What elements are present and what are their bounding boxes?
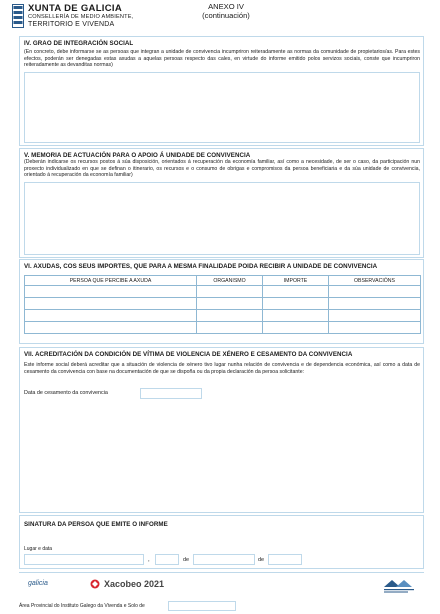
table-cell[interactable] — [263, 298, 329, 310]
section-aids — [19, 259, 424, 344]
table-row — [25, 286, 421, 298]
integration-textarea[interactable] — [24, 72, 420, 143]
de-separator-2: de — [258, 557, 265, 563]
document-header — [0, 0, 440, 36]
table-cell[interactable] — [329, 298, 421, 310]
column-header-amount: IMPORTE — [263, 276, 329, 286]
table-cell[interactable] — [263, 322, 329, 334]
section-gender-violence — [19, 347, 424, 513]
section-action-memory — [19, 148, 424, 258]
section-integration — [19, 36, 424, 146]
territorio-name: TERRITORIO E VIVENDA — [28, 21, 115, 28]
section-description: Este informe social deberá acreditar que a situación de violencia de xénero tivo lugar nunha relación de convivencia e de dependencia económica, así como a data de cesamento da convivencia con base na documentación de que se dispoña ou da propia declaración da persoa solicitante: — [24, 362, 420, 375]
document-footer — [0, 572, 440, 614]
section-title: VII. ACREDITACIÓN DA CONDICIÓN DE VÍTIMA DE VIOLENCIA DE XÉNERO E CESAMENTO DA CONVIVENCIA — [24, 351, 353, 358]
table-cell[interactable] — [25, 310, 197, 322]
section-signature — [19, 515, 424, 569]
table-cell[interactable] — [197, 286, 263, 298]
year-input[interactable] — [268, 554, 302, 565]
table-cell[interactable] — [197, 322, 263, 334]
igvs-logo-icon — [380, 577, 420, 595]
table-row — [25, 310, 421, 322]
section-title: V. MEMORIA DE ACTUACIÓN PARA O APOIO Á UNIDADE DE CONVIVENCIA — [24, 152, 251, 159]
section-title: IV. GRAO DE INTEGRACIÓN SOCIAL — [24, 40, 134, 47]
table-cell[interactable] — [329, 322, 421, 334]
galicia-logo-text: galicia — [28, 580, 48, 587]
conselleria-name: CONSELLERÍA DE MEDIO AMBIENTE, — [28, 14, 134, 20]
column-header-organism: ORGANISMO — [197, 276, 263, 286]
action-memory-textarea[interactable] — [24, 182, 420, 255]
month-input[interactable] — [193, 554, 255, 565]
annex-sub-label: (continuación) — [202, 11, 250, 20]
section-title: VI. AXUDAS, COS SEUS IMPORTES, QUE PARA A MESMA FINALIDADE POIDA RECIBIR A UNIDADE DE CONVIVENCIA — [24, 263, 378, 270]
de-separator-1: de — [183, 557, 190, 563]
table-row — [25, 322, 421, 334]
date-label: Data de cesamento da convivencia — [24, 390, 108, 396]
galicia-logo — [28, 580, 48, 587]
table-cell[interactable] — [263, 310, 329, 322]
table-cell[interactable] — [329, 286, 421, 298]
place-input[interactable] — [24, 554, 144, 565]
table-header-row — [25, 276, 421, 286]
section-description: (Deberán indicarse os recursos postos á súa disposición, orientados á recuperación da economía familiar, así como a necesidade, de ser o caso, da participación nun proxecto individualizado en que se definan o itinerario, os recursos e o consumo de obrigas e compromisos da persoa beneficiaria e da súa unidade de convivencia, orientado á recuperación da economía familiar) — [24, 159, 420, 179]
footer-divider — [19, 572, 424, 573]
table-cell[interactable] — [25, 322, 197, 334]
table-cell[interactable] — [197, 310, 263, 322]
table-row — [25, 298, 421, 310]
org-name: XUNTA DE GALICIA — [28, 3, 122, 14]
table-cell[interactable] — [25, 298, 197, 310]
column-header-person: PERSOA QUE PERCIBE A AXUDA — [25, 276, 197, 286]
table-cell[interactable] — [25, 286, 197, 298]
column-header-observations: OBSERVACIÓNS — [329, 276, 421, 286]
provincial-area-label: Área Provincial do Instituto Galego da Vivenda e Solo de — [19, 603, 145, 609]
galicia-crest-icon — [12, 4, 24, 28]
provincial-area-input[interactable] — [168, 601, 236, 611]
table-cell[interactable] — [329, 310, 421, 322]
annex-title — [196, 2, 256, 20]
section-title: SINATURA DA PERSOA QUE EMITE O INFORME — [24, 521, 168, 528]
table-cell[interactable] — [197, 298, 263, 310]
place-date-label: Lugar e data — [24, 546, 53, 552]
cessation-date-input[interactable] — [140, 388, 202, 399]
comma-separator: , — [148, 557, 150, 563]
day-input[interactable] — [155, 554, 179, 565]
org-block — [28, 3, 133, 29]
annex-label: ANEXO IV — [208, 2, 244, 11]
xacobeo-mark-icon — [90, 579, 100, 589]
aids-table — [24, 275, 421, 334]
xacobeo-logo: Xacobeo 2021 — [104, 579, 165, 589]
table-cell[interactable] — [263, 286, 329, 298]
section-description: (En concreto, debe informarse se as persoas que integran a unidade de convivencia incumpriron reiteradamente as normas da comunidade de propietarios/as. Para estes efectos, poderán ser denegadas estas axudas a aquelas persoas respecto das cales, en virtude do informe emitido polos servizos sociais, conste que incumpriron reiteradamente as devanditas normas) — [24, 49, 420, 69]
